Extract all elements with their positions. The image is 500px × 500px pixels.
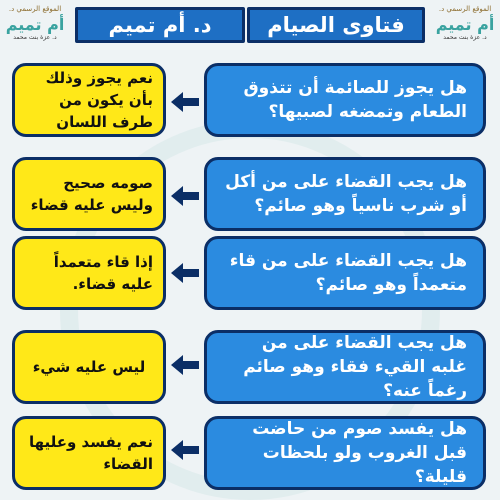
answer-card: ليس عليه شيء xyxy=(12,330,166,404)
question-card: هل يجوز للصائمة أن تتذوق الطعام وتمضغه لصبيها؟ xyxy=(204,63,486,137)
logo-mark: أم تميم xyxy=(435,15,495,34)
author-title: د. أم تميم xyxy=(75,7,245,43)
arrow-left-icon xyxy=(171,92,199,112)
arrow-left-icon xyxy=(171,186,199,206)
arrow-left-icon xyxy=(171,263,199,283)
site-logo-left xyxy=(0,5,70,53)
question-card: هل يجب القضاء على من أكل أو شرب ناسياً وهو صائم؟ xyxy=(204,157,486,231)
question-card: هل يجب القضاء على من قاء متعمداً وهو صائم؟ xyxy=(204,236,486,310)
logo-caption: الموقع الرسمي د. xyxy=(438,5,492,13)
answer-card: صومه صحيح وليس عليه قضاء xyxy=(12,157,166,231)
logo-subtitle: د. عزة بنت محمد xyxy=(443,34,487,41)
question-card: هل يجب القضاء على من غلبه القيء فقاء وهو صائم رغماً عنه؟ xyxy=(204,330,486,404)
page-title: فتاوى الصيام xyxy=(247,7,425,43)
logo-caption: الموقع الرسمي د. xyxy=(8,5,62,13)
answer-card: نعم يجوز وذلك بأن يكون من طرف اللسان xyxy=(12,63,166,137)
question-card: هل يفسد صوم من حاضت قبل الغروب ولو بلحظات قليلة؟ xyxy=(204,416,486,490)
arrow-left-icon xyxy=(171,440,199,460)
answer-card: نعم يفسد وعليها القضاء xyxy=(12,416,166,490)
answer-card: إذا قاء متعمداً عليه قضاء. xyxy=(12,236,166,310)
logo-mark: أم تميم xyxy=(5,15,65,34)
logo-subtitle: د. عزة بنت محمد xyxy=(13,34,57,41)
site-logo-right xyxy=(430,5,500,53)
arrow-left-icon xyxy=(171,355,199,375)
